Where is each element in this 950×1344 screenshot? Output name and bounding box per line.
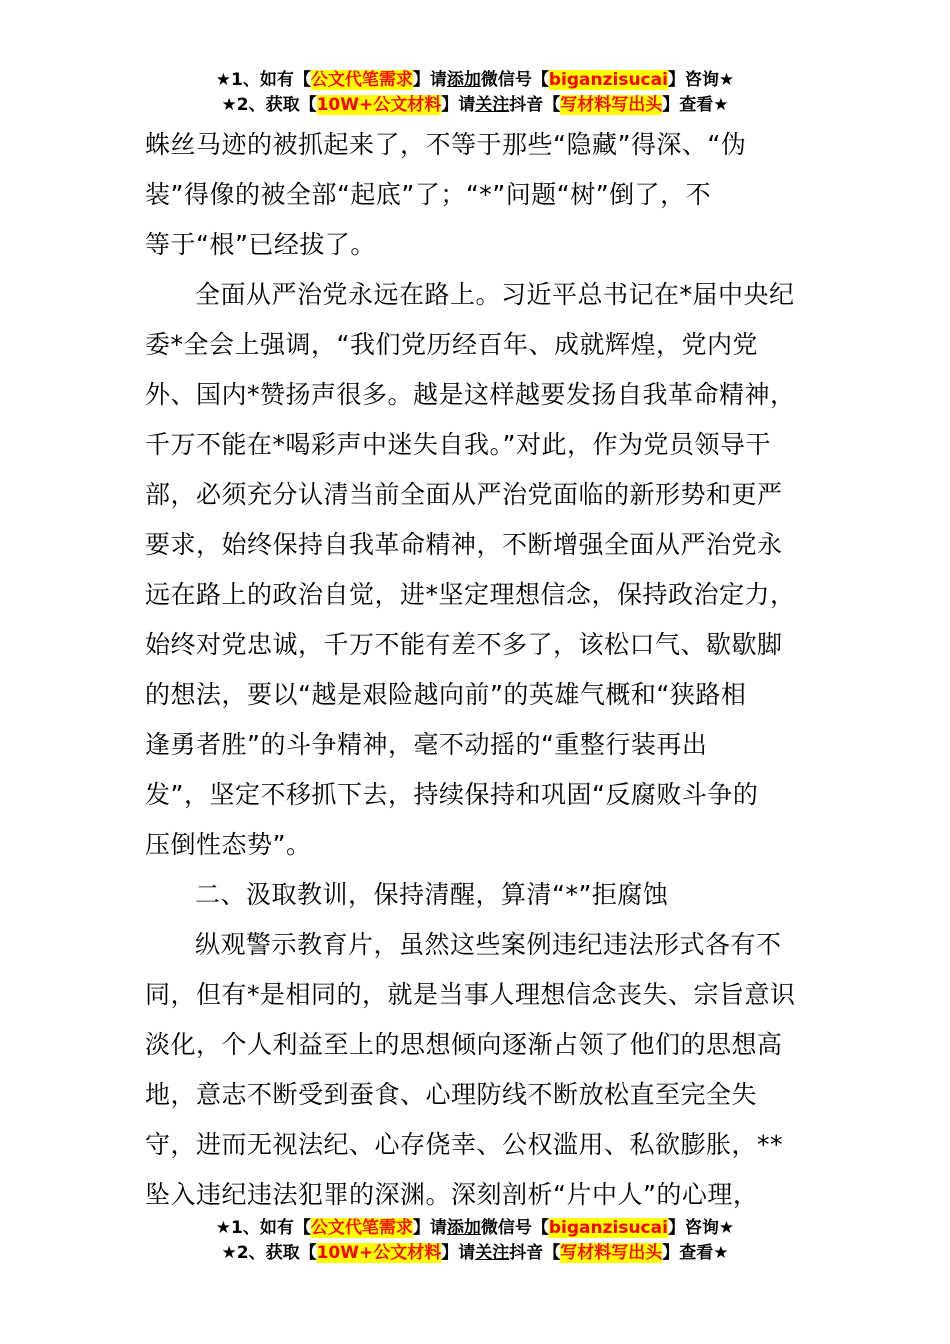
highlight-douyin-id: 写材料写出头 (560, 95, 663, 115)
highlight-materials: 10W+公文材料 (316, 1243, 442, 1263)
text-line: 千万不能在*喝彩声中迷失自我。”对此，作为党员领导干 (145, 430, 771, 459)
banner-text: 】查看★ (662, 1243, 729, 1263)
document-body (145, 120, 810, 1220)
banner-text: 】请 (412, 1218, 447, 1238)
banner-text: 】咨询★ (667, 1218, 735, 1238)
text-line: 蛛丝马迹的被抓起来了，不等于那些“隐藏”得深、“伪 (145, 130, 747, 159)
highlight-wechat-id: biganzisucai (548, 70, 668, 90)
header-banner (0, 68, 950, 118)
text-line: 部，必须充分认清当前全面从严治党面临的新形势和更严 (145, 480, 783, 509)
banner-text: 抖音【 (509, 1243, 561, 1263)
footer-banner (0, 1216, 950, 1266)
banner-text: 】请 (441, 1243, 476, 1263)
banner-text: ★1、如有【 (215, 1218, 311, 1238)
text-line: 坠入违纪违法犯罪的深渊。深刻剖析“片中人”的心理， (145, 1180, 759, 1209)
banner-text: 】查看★ (662, 95, 729, 115)
section-heading: 二、汲取教训，保持清醒，算清“*”拒腐蚀 (195, 880, 669, 909)
underlined-text: 关注 (475, 95, 510, 115)
banner-text: 】请 (441, 95, 476, 115)
text-line: 等于“根”已经拔了。 (145, 230, 376, 259)
banner-line-2 (0, 1241, 950, 1266)
banner-text: 微信号【 (480, 70, 549, 90)
banner-text: ★1、如有【 (215, 70, 311, 90)
highlight-service: 公文代笔需求 (310, 1218, 413, 1238)
text-line: 地，意志不断受到蚕食、心理防线不断放松直至完全失 (145, 1080, 758, 1109)
banner-text: 】请 (412, 70, 447, 90)
banner-text: 抖音【 (509, 95, 561, 115)
text-line: 同，但有*是相同的，就是当事人理想信念丧失、宗旨意识 (145, 980, 796, 1009)
banner-line-1 (0, 1216, 950, 1241)
highlight-douyin-id: 写材料写出头 (560, 1243, 663, 1263)
text-line: 压倒性态势”。 (145, 830, 312, 859)
banner-text: ★2、获取【 (221, 95, 317, 115)
highlight-materials: 10W+公文材料 (316, 95, 442, 115)
highlight-service: 公文代笔需求 (310, 70, 413, 90)
highlight-wechat-id: biganzisucai (548, 1218, 668, 1238)
banner-line-1 (0, 68, 950, 93)
text-line: 逢勇者胜”的斗争精神，毫不动摇的“重整行装再出 (145, 730, 708, 759)
banner-text: 】咨询★ (667, 70, 735, 90)
text-line: 发”，坚定不移抓下去，持续保持和巩固“反腐败斗争的 (145, 780, 759, 809)
text-line: 外、国内*赞扬声很多。越是这样越要发扬自我革命精神， (145, 380, 796, 409)
text-line: 要求，始终保持自我革命精神，不断增强全面从严治党永 (145, 530, 783, 559)
text-line: 守，进而无视法纪、心存侥幸、公权滥用、私欲膨胀，** (145, 1130, 784, 1159)
text-line: 委*全会上强调，“我们党历经百年、成就辉煌，党内党 (145, 330, 758, 359)
banner-text: 微信号【 (480, 1218, 549, 1238)
underlined-text: 添加 (446, 1218, 481, 1238)
text-line: 远在路上的政治自觉，进*坚定理想信念，保持政治定力， (145, 580, 796, 609)
text-line: 始终对党忠诚，千万不能有差不多了，该松口气、歇歇脚 (145, 630, 783, 659)
text-line: 纵观警示教育片，虽然这些案例违纪违法形式各有不 (195, 930, 782, 959)
underlined-text: 关注 (475, 1243, 510, 1263)
banner-line-2 (0, 93, 950, 118)
text-line: 装”得像的被全部“起底”了；“*”问题“树”倒了，不 (145, 180, 712, 209)
text-line: 全面从严治党永远在路上。习近平总书记在*届中央纪 (195, 280, 795, 309)
text-line: 淡化，个人利益至上的思想倾向逐渐占领了他们的思想高 (145, 1030, 783, 1059)
underlined-text: 添加 (446, 70, 481, 90)
banner-text: ★2、获取【 (221, 1243, 317, 1263)
text-line: 的想法，要以“越是艰险越向前”的英雄气概和“狭路相 (145, 680, 747, 709)
